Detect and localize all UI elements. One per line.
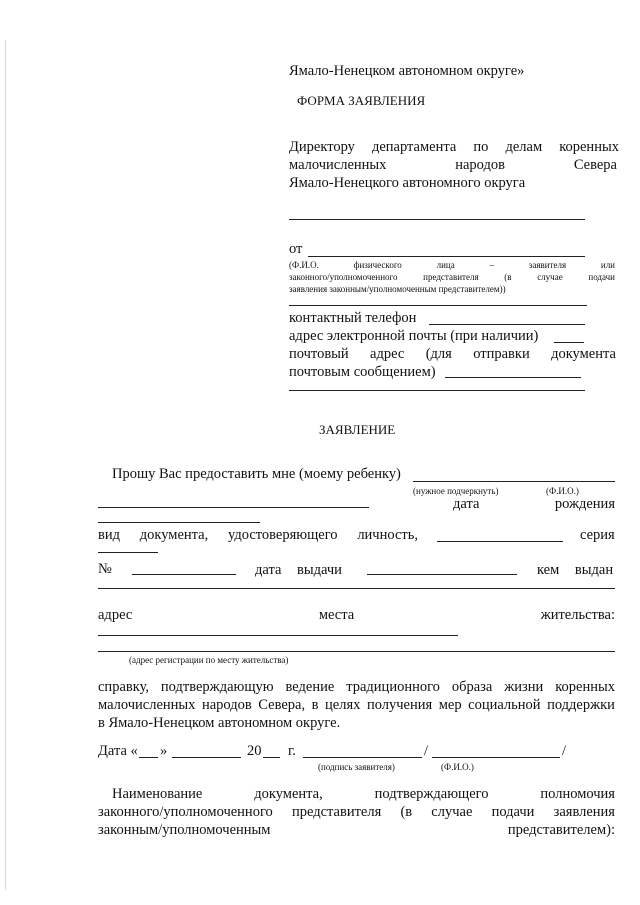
representative-line-1: Наименование документа, подтверждающего полномочия: [112, 786, 615, 802]
form-title: ФОРМА ЗАЯВЛЕНИЯ: [297, 93, 426, 108]
residence-field[interactable]: [98, 635, 458, 636]
date-label: Дата «: [98, 743, 138, 759]
addressee-line-2: малочисленных народов Севера: [289, 157, 617, 173]
email-field[interactable]: [554, 342, 584, 343]
postal-line-1: почтовый адрес (для отправки документа: [289, 346, 616, 362]
series-field[interactable]: [98, 552, 158, 553]
number-field[interactable]: [132, 574, 236, 575]
signature-field[interactable]: [303, 757, 422, 758]
year-suffix: г.: [288, 743, 296, 759]
body-line-3: в Ямало-Ненецком автономном округе.: [98, 715, 341, 731]
postal-address-field-2[interactable]: [289, 390, 585, 391]
date-month-field[interactable]: [172, 757, 241, 758]
from-label: от: [289, 241, 303, 257]
postal-address-field[interactable]: [445, 377, 581, 378]
slash-1: /: [424, 743, 429, 759]
residence-hint: (адрес регистрации по месту жительства): [129, 655, 289, 665]
id-document-label: вид документа, удостоверяющего личность,: [98, 527, 418, 543]
signer-fio-hint: (Ф.И.О.): [441, 762, 474, 772]
signature-hint: (подпись заявителя): [318, 762, 395, 772]
representative-line-2: законного/уполномоченного представителя (в случае подачи заявления: [98, 804, 615, 820]
date-quote-close: »: [160, 743, 168, 759]
number-label: №: [98, 561, 112, 577]
okrug-line: Ямало-Ненецком автономном округе»: [289, 63, 525, 79]
issue-date-field[interactable]: [367, 574, 517, 575]
phone-field[interactable]: [429, 324, 585, 325]
recipient-fio-field[interactable]: [413, 481, 615, 482]
addressee-line-1: Директору департамента по делам коренных: [289, 139, 619, 155]
addressee-line-3: Ямало-Ненецкого автономного округа: [289, 175, 526, 191]
body-line-1: справку, подтверждающую ведение традиционного образа жизни коренных: [98, 679, 615, 695]
postal-line-2: почтовым сообщением): [289, 364, 436, 380]
representative-line-3: законным/уполномоченным представителем):: [98, 822, 615, 838]
applicant-extra-field[interactable]: [289, 305, 587, 306]
body-line-2: малочисленных народов Севера, в целях получения мер социальной поддержки: [98, 697, 615, 713]
series-label: серия: [580, 527, 615, 543]
id-document-field[interactable]: [437, 541, 563, 542]
fio-note-line-2: законного/уполномоченного представителя (в случае подачи: [289, 272, 615, 282]
request-text: Прошу Вас предоставить мне (моему ребенку): [112, 466, 401, 482]
issued-by-label: кем выдан: [537, 562, 614, 578]
issued-by-field[interactable]: [98, 588, 615, 589]
phone-label: контактный телефон: [289, 310, 417, 326]
applicant-fio-field[interactable]: [308, 256, 585, 257]
fio-note-line-1: (Ф.И.О. физического лица – заявителя или: [289, 260, 615, 270]
year-prefix: 20: [247, 743, 262, 759]
fio-note-line-3: заявления законным/уполномоченным представителем)): [289, 284, 506, 294]
signer-fio-field[interactable]: [432, 757, 560, 758]
date-year-field[interactable]: [263, 757, 280, 758]
birth-date-field[interactable]: [98, 522, 260, 523]
birth-date-label: дата рождения: [453, 496, 615, 512]
residence-field-2[interactable]: [98, 651, 615, 652]
page-edge: [5, 40, 6, 890]
issue-date-label: дата выдачи: [255, 562, 342, 578]
residence-label: адрес места жительства:: [98, 607, 615, 623]
addressee-name-field[interactable]: [289, 219, 585, 220]
recipient-fio-field-2[interactable]: [98, 507, 369, 508]
underline-hint: (нужное подчеркнуть): [413, 486, 499, 496]
slash-2: /: [562, 743, 567, 759]
date-day-field[interactable]: [139, 757, 158, 758]
statement-title: ЗАЯВЛЕНИЕ: [319, 422, 396, 437]
email-label: адрес электронной почты (при наличии): [289, 328, 539, 344]
fio-hint: (Ф.И.О.): [546, 486, 579, 496]
